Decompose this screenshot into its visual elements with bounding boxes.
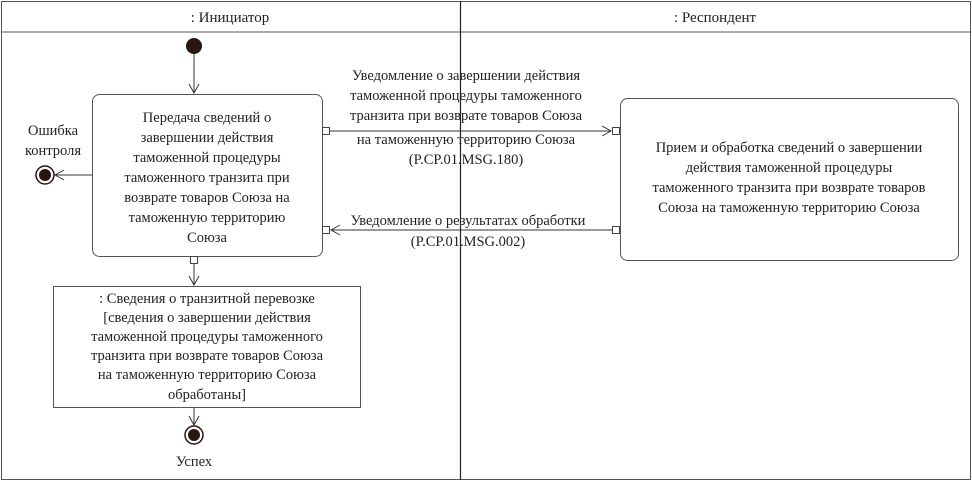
text-line: возврате товаров Союза на	[124, 190, 290, 206]
text-line: таможенного транзита при	[124, 170, 290, 186]
text-line: завершении действия	[140, 130, 274, 146]
lane-initiator-title: : Инициатор	[190, 10, 270, 26]
text-line: Уведомление о результатах обработки	[350, 213, 586, 229]
text-line: на таможенную территорию Союза	[97, 367, 317, 383]
text-line: таможенной процедуры таможенного	[350, 88, 582, 104]
text-line: контроля	[24, 143, 82, 159]
output-pin	[191, 257, 198, 264]
text-line: (P.CP.01.MSG.002)	[410, 234, 526, 250]
lane-respondent-title: : Респондент	[673, 10, 757, 26]
text-line: [сведения о завершении действия	[103, 310, 311, 326]
initial-node	[186, 38, 202, 54]
text-line: Союза на таможенную территорию Союза	[658, 200, 920, 216]
text-line: Уведомление о завершении действия	[351, 68, 581, 84]
text-line: на таможенную территорию Союза	[356, 132, 576, 148]
output-pin	[323, 128, 330, 135]
text-line: Ошибка	[27, 123, 79, 139]
success-final-label: Успех	[175, 454, 213, 470]
text-line: (P.CP.01.MSG.180)	[408, 152, 524, 168]
text-line: таможенную территорию	[128, 210, 286, 226]
text-line: Передача сведений о	[142, 110, 272, 126]
text-line: Прием и обработка сведений о завершении	[655, 140, 923, 156]
input-pin	[613, 128, 620, 135]
text-line: таможенной процедуры	[133, 150, 281, 166]
text-line: таможенного транзита при возврате товаров	[652, 180, 926, 196]
text-line: таможенной процедуры таможенного	[91, 329, 323, 345]
text-line: Союза	[187, 230, 227, 246]
initiator-action-text	[124, 110, 290, 246]
error-final-node-core	[39, 169, 51, 181]
input-pin	[323, 227, 330, 234]
text-line: действия таможенной процедуры	[685, 160, 893, 176]
text-line: обработаны]	[167, 387, 247, 403]
success-final-node-core	[188, 429, 200, 441]
text-line: : Сведения о транзитной перевозке	[99, 291, 315, 307]
text-line: транзита при возврате товаров Союза	[90, 348, 324, 364]
text-line: транзита при возврате товаров Союза	[349, 108, 583, 124]
output-pin	[613, 227, 620, 234]
